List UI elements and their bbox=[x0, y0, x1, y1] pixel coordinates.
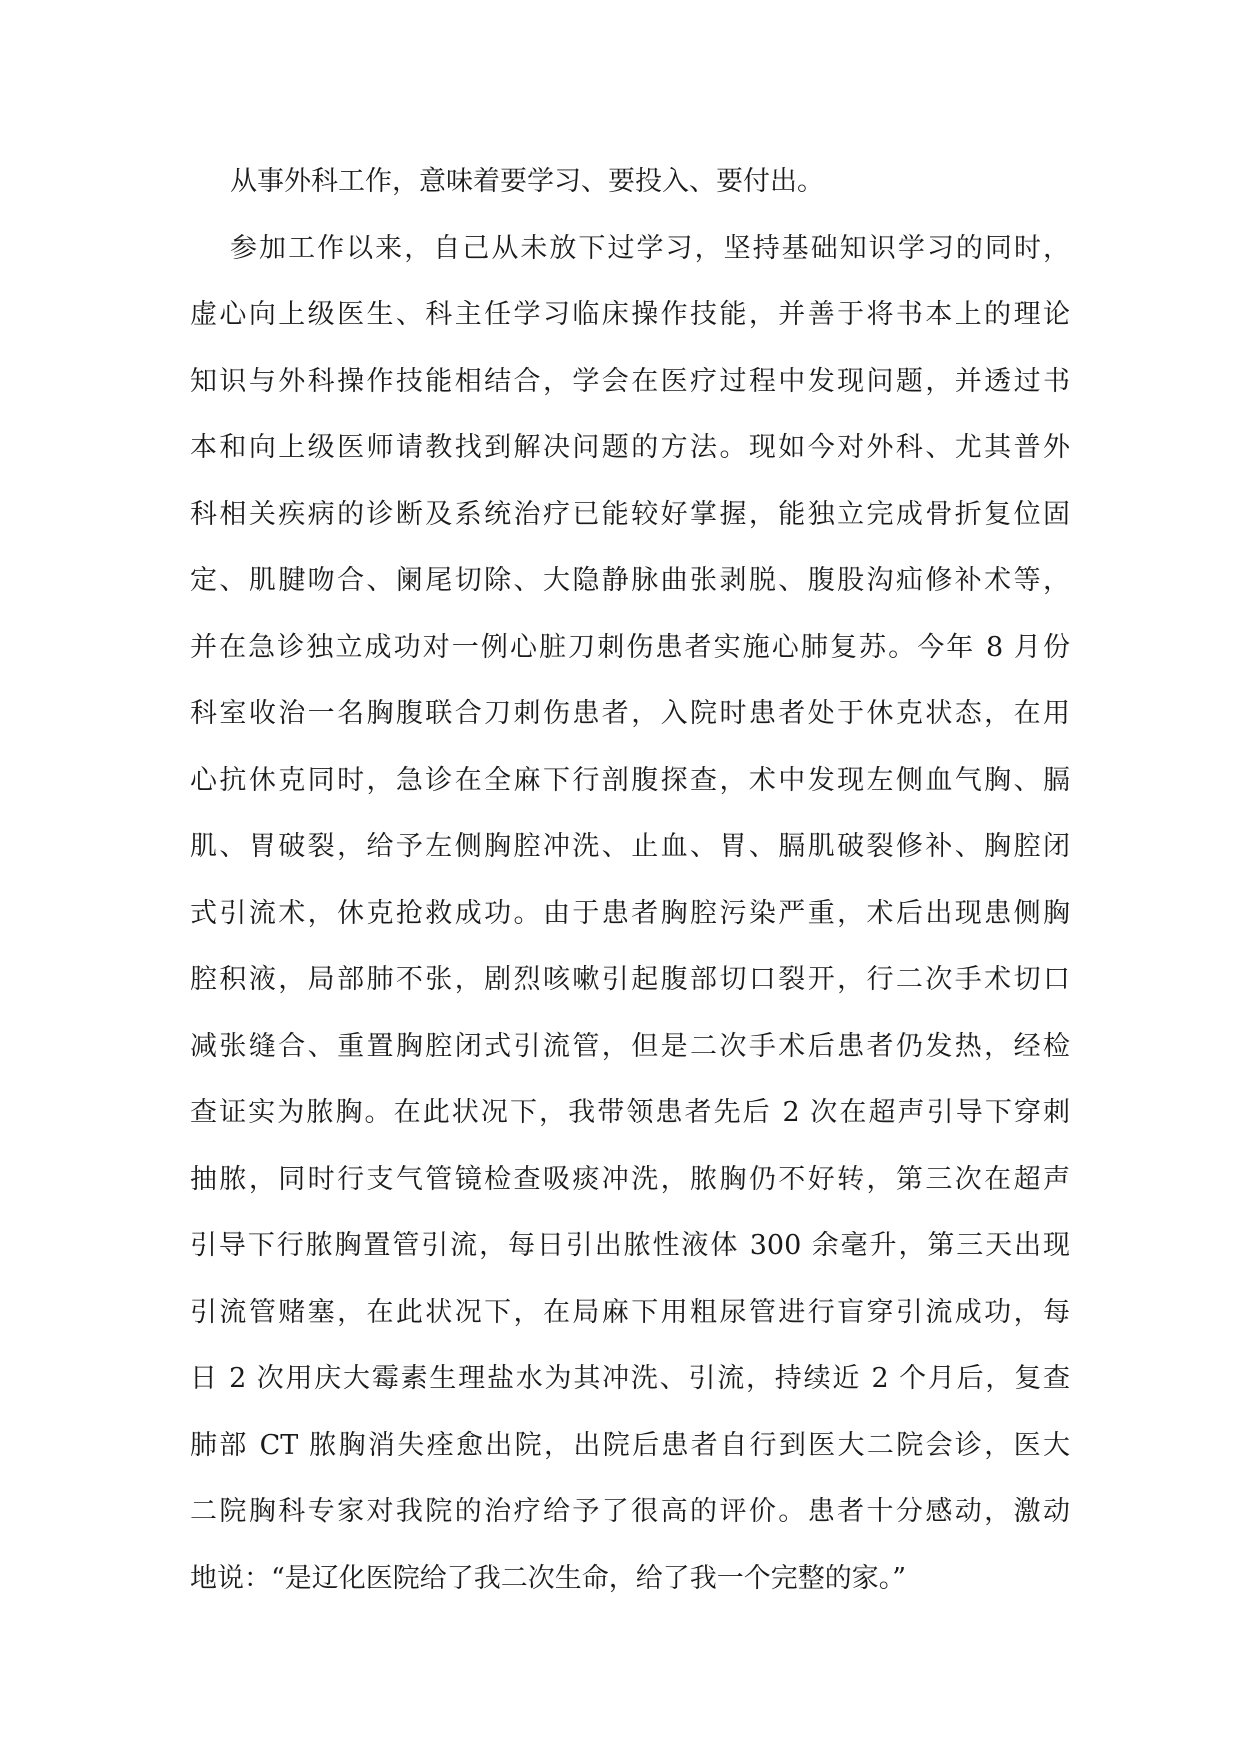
paragraph-main bbox=[190, 222, 1070, 1619]
text-line: 式引流术，休克抢救成功。由于患者胸腔污染严重，术后出现患侧胸 bbox=[190, 897, 1070, 929]
text-line: 本和向上级医师请教找到解决问题的方法。现如今对外科、尤其普外 bbox=[190, 432, 1070, 463]
text-line: 心抗休克同时，急诊在全麻下行剖腹探查，术中发现左侧血气胸、膈 bbox=[190, 764, 1070, 796]
paragraph-intro bbox=[190, 155, 1070, 222]
text-line: 肺部 CT 脓胸消失痊愈出院，出院后患者自行到医大二院会诊，医大 bbox=[190, 1429, 1070, 1461]
text-line: 从事外科工作，意味着要学习、要投入、要付出。 bbox=[230, 166, 824, 197]
text-line: 参加工作以来，自己从未放下过学习，坚持基础知识学习的同时， bbox=[230, 232, 1070, 264]
text-line: 肌、胃破裂，给予左侧胸腔冲洗、止血、胃、膈肌破裂修补、胸腔闭 bbox=[190, 831, 1070, 862]
text-line: 知识与外科操作技能相结合，学会在医疗过程中发现问题，并透过书 bbox=[190, 365, 1070, 397]
text-line: 引流管赌塞，在此状况下，在局麻下用粗尿管进行盲穿引流成功，每 bbox=[190, 1296, 1070, 1328]
text-line: 引导下行脓胸置管引流，每日引出脓性液体 300 余毫升，第三天出现 bbox=[190, 1230, 1070, 1261]
body-text bbox=[190, 155, 1070, 1618]
text-line: 虚心向上级医生、科主任学习临床操作技能，并善于将书本上的理论 bbox=[190, 299, 1070, 330]
text-line: 抽脓，同时行支气管镜检查吸痰冲洗，脓胸仍不好转，第三次在超声 bbox=[190, 1163, 1070, 1195]
text-line: 查证实为脓胸。在此状况下，我带领患者先后 2 次在超声引导下穿刺 bbox=[190, 1097, 1070, 1128]
text-line: 地说：“是辽化医院给了我二次生命，给了我一个完整的家。” bbox=[190, 1562, 907, 1594]
text-line: 腔积液，局部肺不张，剧烈咳嗽引起腹部切口裂开，行二次手术切口 bbox=[190, 964, 1070, 995]
text-line: 科相关疾病的诊断及系统治疗已能较好掌握，能独立完成骨折复位固 bbox=[190, 498, 1070, 530]
text-line: 减张缝合、重置胸腔闭式引流管，但是二次手术后患者仍发热，经检 bbox=[190, 1030, 1070, 1062]
text-line: 科室收治一名胸腹联合刀刺伤患者，入院时患者处于休克状态，在用 bbox=[190, 698, 1070, 729]
text-line: 二院胸科专家对我院的治疗给予了很高的评价。患者十分感动，激动 bbox=[190, 1496, 1070, 1527]
text-line: 日 2 次用庆大霉素生理盐水为其冲洗、引流，持续近 2 个月后，复查 bbox=[190, 1363, 1070, 1394]
text-line: 定、肌腱吻合、阑尾切除、大隐静脉曲张剥脱、腹股沟疝修补术等， bbox=[190, 565, 1070, 596]
text-line: 并在急诊独立成功对一例心脏刀刺伤患者实施心肺复苏。今年 8 月份 bbox=[190, 631, 1070, 663]
